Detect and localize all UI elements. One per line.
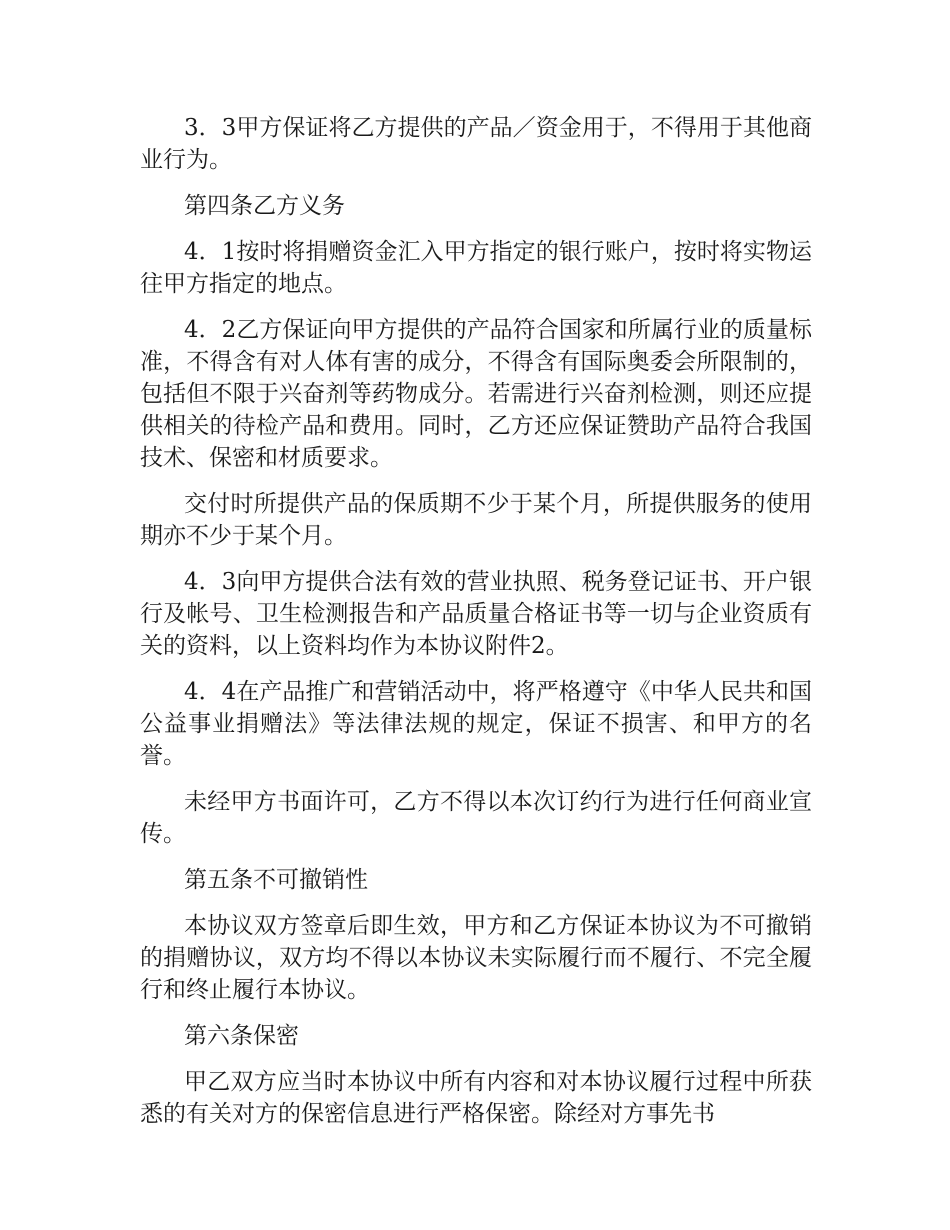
document-body [140,112,812,1144]
article-6-heading: 第六条保密 [184,1023,299,1049]
clause-4-1: 4．1按时将捐赠资金汇入甲方指定的银行账户，按时将实物运往甲方指定的地点。 [140,239,812,297]
clause-3-3: 3．3甲方保证将乙方提供的产品／资金用于，不得用于其他商业行为。 [140,115,812,173]
confidentiality-paragraph: 甲乙双方应当时本协议中所有内容和对本协议履行过程中所获悉的有关对方的保密信息进行严格保密。除经对方事先书 [140,1069,812,1127]
irrevocability-paragraph: 本协议双方签章后即生效，甲方和乙方保证本协议为不可撤销的捐赠协议，双方均不得以本协议未实际履行而不履行、不完全履行和终止履行本协议。 [140,913,812,1003]
clause-4-3: 4．3向甲方提供合法有效的营业执照、税务登记证书、开户银行及帐号、卫生检测报告和产品质量合格证书等一切与企业资质有关的资料，以上资料均作为本协议附件2。 [140,569,812,659]
shelf-life-paragraph: 交付时所提供产品的保质期不少于某个月，所提供服务的使用期亦不少于某个月。 [140,491,812,549]
no-publicity-paragraph: 未经甲方书面许可，乙方不得以本次订约行为进行任何商业宣传。 [140,789,812,847]
clause-4-4: 4．4在产品推广和营销活动中，将严格遵守《中华人民共和国公益事业捐赠法》等法律法规的规定，保证不损害、和甲方的名誉。 [140,679,812,769]
article-4-heading: 第四条乙方义务 [184,193,345,219]
article-5-heading: 第五条不可撤销性 [184,867,368,893]
clause-4-2: 4．2乙方保证向甲方提供的产品符合国家和所属行业的质量标准，不得含有对人体有害的成分，不得含有国际奥委会所限制的，包括但不限于兴奋剂等药物成分。若需进行兴奋剂检测，则还应提供相关的待检产品和费用。同时，乙方还应保证赞助产品符合我国技术、保密和材质要求。 [140,317,812,471]
